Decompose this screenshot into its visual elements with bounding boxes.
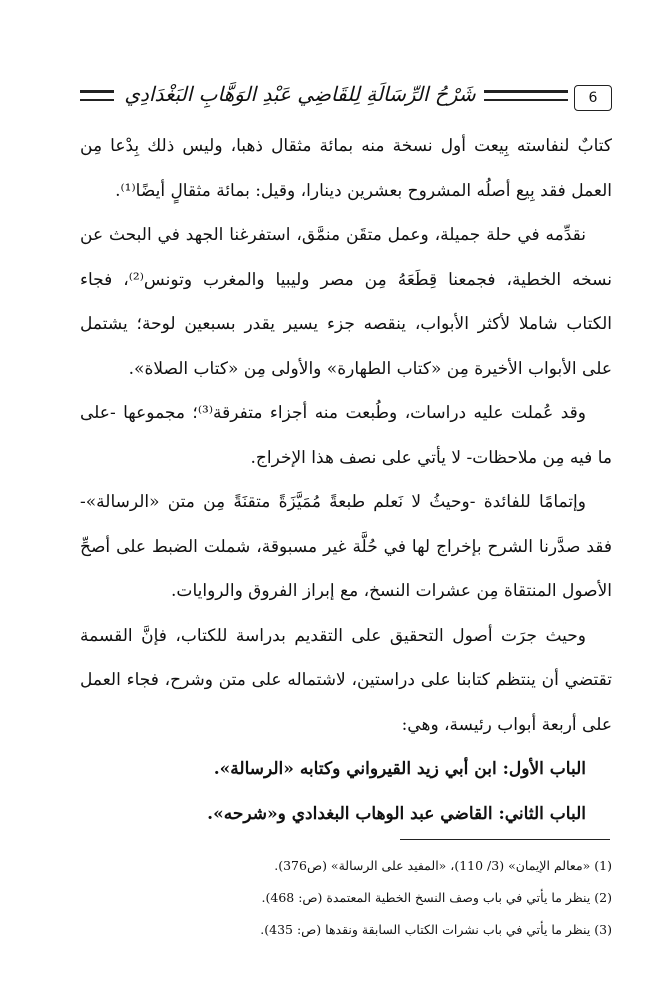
footnote: (2) ينظر ما يأتي في باب وصف النسخ الخطية المعتمدة (ص: 468).	[261, 890, 612, 905]
footnote: (3) ينظر ما يأتي في باب نشرات الكتاب السابقة ونقدها (ص: 435).	[260, 922, 612, 937]
paragraph: كتابٌ لنفاسته بِيعت أول نسخة منه بمائة مثقال ذهبا، وليس ذلك بِدْعا مِن العمل فقد بِيع أصلُه المشروح بعشرين دينارا، وقيل: بمائة مثقالٍ أيضًا⁽¹⁾.	[80, 136, 612, 201]
paragraph: نقدِّمه في حلة جميلة، وعمل متقَن منمَّق، استفرغنا الجهد في البحث عن نسخه الخطية، فجمعنا قِطَعَهُ مِن مصر وليبيا والمغرب وتونس⁽²⁾، فجاء الكتاب شاملا لأكثر الأبواب، ينقصه جزء يسير يقدر بسبعين لوحة؛ يشتمل على الأبواب الأخيرة مِن «كتاب الطهارة» والأولى مِن «كتاب الصلاة».	[80, 225, 613, 379]
running-title: شَرْحُ الرِّسَالَةِ لِلقَاضِي عَبْدِ الوَهَّابِ البَغْدَادِي	[124, 82, 476, 106]
paragraph: وقد عُملت عليه دراسات، وطُبعت منه أجزاء متفرقة⁽³⁾؛ مجموعها -على ما فيه مِن ملاحظات- لا يأتي على نصف هذا الإخراج.	[80, 403, 612, 468]
chapter-item: الباب الثاني: القاضي عبد الوهاب البغدادي و«شرحه».	[207, 803, 586, 824]
chapter-item: الباب الأول: ابن أبي زيد القيرواني وكتابه «الرسالة».	[213, 759, 586, 779]
page-header	[80, 82, 612, 114]
footnote-separator	[400, 839, 610, 840]
paragraph: وإتمامًا للفائدة -وحيثُ لا نَعلم طبعةً مُمَيَّزَةً متقنَةً مِن متن «الرسالة»- فقد صدَّرنا الشرح بإخراج لها في حُلَّة غير مسبوقة، شملت الضبط على أصحِّ الأصول المنتقاة مِن عشرات النسخ، مع إبراز الفروق والروايات.	[80, 492, 612, 601]
header-rule-left	[80, 90, 114, 101]
header-rule-right	[484, 90, 568, 101]
footnote: (1) «معالم الإيمان» (3/ 110)، «المفيد على الرسالة» (ص376).	[274, 858, 612, 873]
page-number: 6	[574, 85, 612, 111]
footnotes	[80, 850, 612, 946]
paragraph: وحيث جرَت أصول التحقيق على التقديم بدراسة للكتاب، فإنَّ القسمة تقتضي أن ينتظم كتابنا على دراستين، لاشتماله على متن وشرح، فجاء العمل على أربعة أبواب رئيسة، وهي:	[80, 625, 612, 735]
main-text	[80, 124, 612, 836]
